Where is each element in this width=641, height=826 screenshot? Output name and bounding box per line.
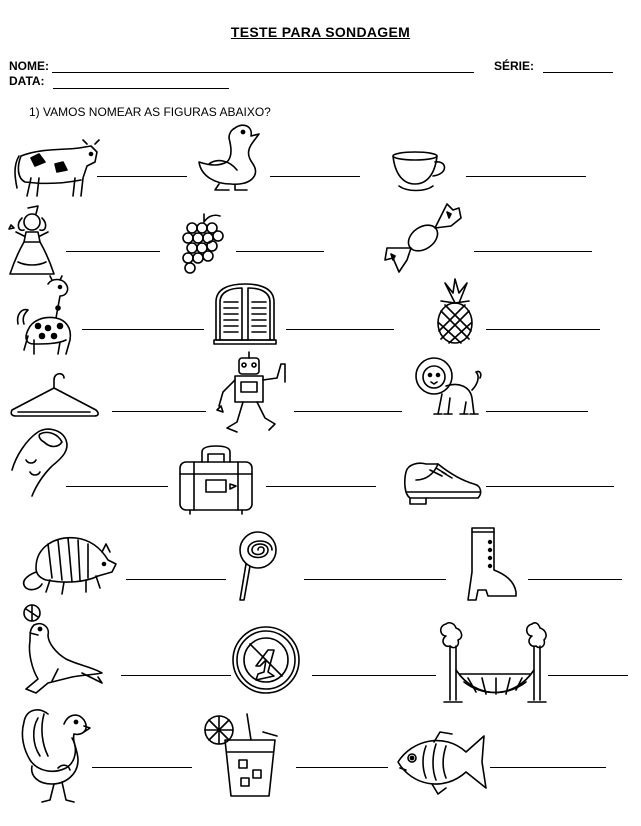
lollipop-icon [236,530,280,604]
data-field[interactable] [53,88,229,89]
answer-line[interactable] [486,411,588,412]
nome-label: NOME: [9,59,49,73]
finger-icon [8,426,72,498]
answer-line[interactable] [270,176,360,177]
answer-line[interactable] [528,579,622,580]
serie-label: SÉRIE: [494,59,535,73]
answer-line[interactable] [126,579,226,580]
answer-line[interactable] [82,329,204,330]
answer-line[interactable] [296,767,388,768]
teacup-icon [391,150,455,194]
giraffe-icon [14,278,80,358]
answer-line[interactable] [312,675,436,676]
answer-line[interactable] [92,767,192,768]
window-icon [212,282,278,344]
answer-line[interactable] [294,411,402,412]
turkey-icon [18,704,92,804]
grapes-icon [178,212,228,274]
answer-line[interactable] [236,251,324,252]
cow-icon [11,138,101,203]
coin-icon [230,624,302,696]
answer-line[interactable] [304,579,446,580]
nome-field[interactable] [52,72,474,73]
answer-line[interactable] [466,176,586,177]
seal-icon [18,603,110,695]
pineapple-icon [429,279,483,345]
page-title: TESTE PARA SONDAGEM [230,24,411,40]
answer-line[interactable] [486,486,614,487]
armadillo-icon [16,532,120,602]
lion-icon [414,356,484,418]
shoe-icon [402,458,484,504]
answer-line[interactable] [97,176,187,177]
answer-line[interactable] [266,486,376,487]
answer-line[interactable] [66,486,168,487]
answer-line[interactable] [121,675,231,676]
suitcase-icon [176,444,256,516]
answer-line[interactable] [112,411,206,412]
boot-icon [460,526,520,602]
hanger-icon [8,368,102,420]
princess-doll-icon [6,206,62,278]
answer-line[interactable] [486,329,600,330]
candy-icon [381,200,467,276]
answer-line[interactable] [474,251,592,252]
answer-line[interactable] [490,767,606,768]
question-text: 1) VAMOS NOMEAR AS FIGURAS ABAIXO? [29,105,271,119]
data-label: DATA: [9,74,45,88]
duck-icon [195,120,265,192]
serie-field[interactable] [543,72,613,73]
hammock-icon [436,622,548,706]
answer-line[interactable] [548,675,628,676]
robot-icon [213,352,289,440]
answer-line[interactable] [286,329,394,330]
juice-icon [203,712,279,800]
fish-icon [392,728,488,798]
answer-line[interactable] [66,251,160,252]
